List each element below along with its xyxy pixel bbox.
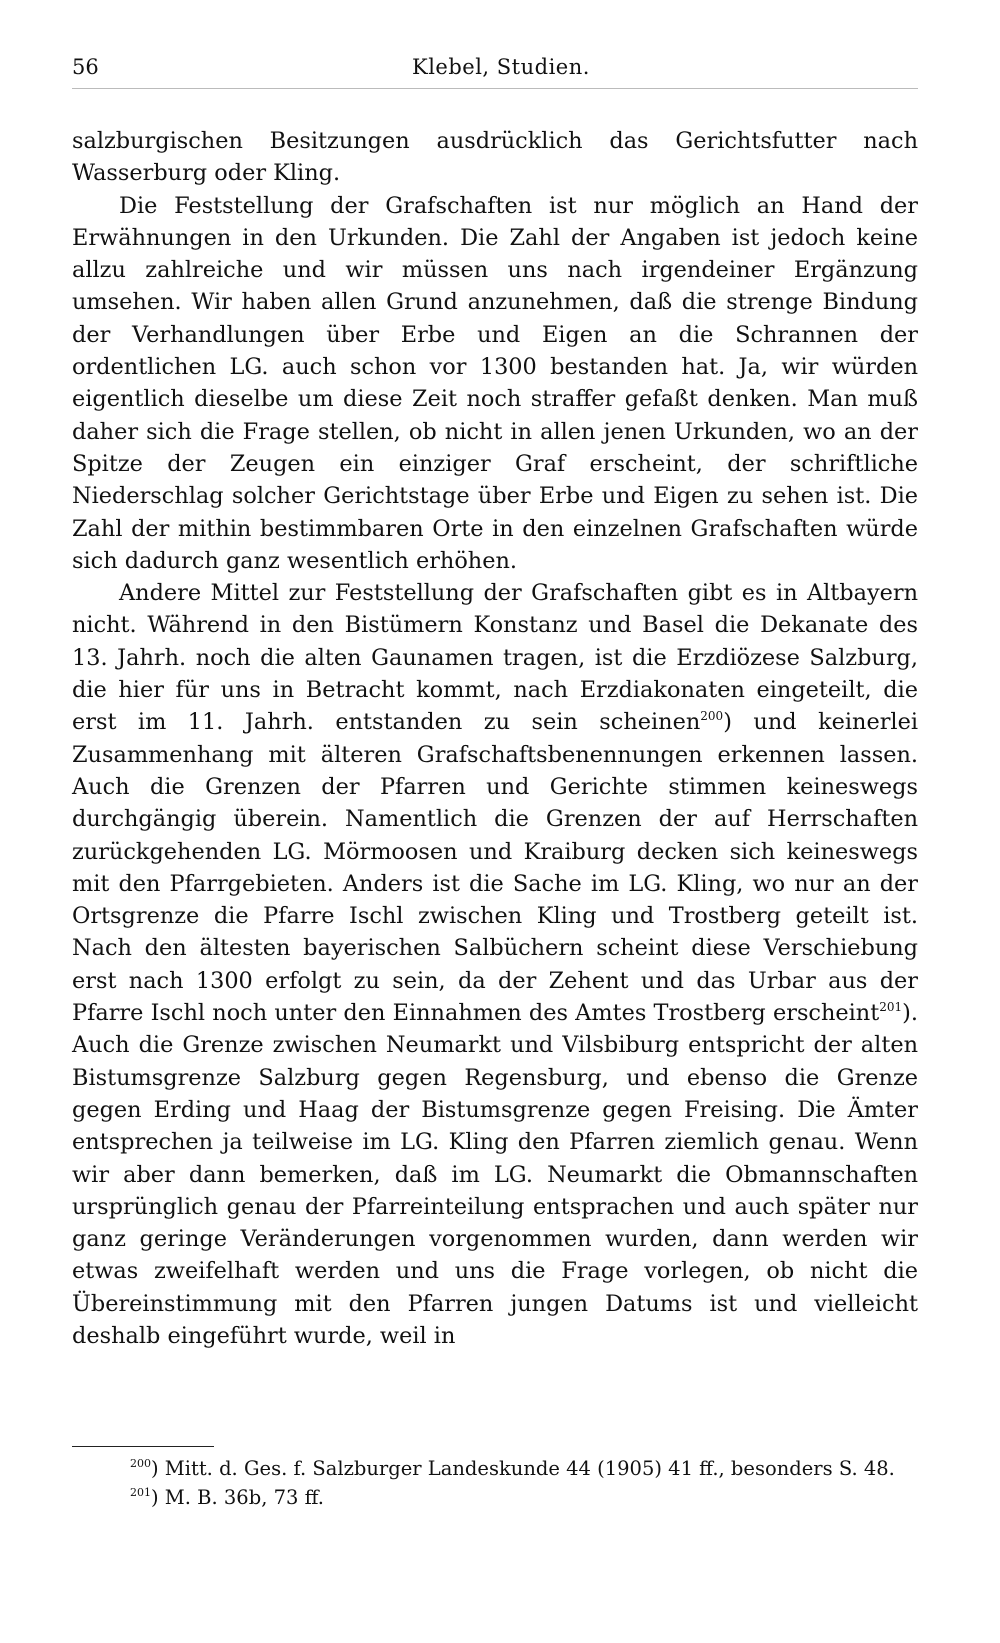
- footnote-rule: [72, 1446, 214, 1447]
- footnote-text: ) Mitt. d. Ges. f. Salzburger Landeskunde 44 (1905) 41 ff., besonders S. 48.: [151, 1457, 895, 1480]
- footnote-201: [72, 1483, 918, 1512]
- header-rule: [72, 88, 918, 89]
- paragraph-continuation: salzburgischen Besitzungen ausdrücklich das Gerichtsfutter nach Wasserburg oder Kling.: [72, 128, 918, 187]
- paragraph-grafschaften: Die Feststellung der Grafschaften ist nur möglich an Hand der Erwähnungen in den Urkunden. Die Zahl der Angaben ist jedoch keine allzu zahlreiche und wir müssen uns nach irgendeiner Ergänzung umsehen. Wir haben allen Grund anzunehmen, daß die strenge Bindung der Verhandlungen über Erbe und Eigen an die Schrannen der ordentlichen LG. auch schon vor 1300 bestanden hat. Ja, wir würden eigentlich dieselbe um diese Zeit noch straffer gefaßt denken. Man muß daher sich die Frage stellen, ob nicht in allen jenen Urkunden, wo an der Spitze der Zeugen ein einziger Graf erscheint, der schriftliche Niederschlag solcher Gerichtstage über Erbe und Eigen zu sehen ist. Die Zahl der mithin bestimmbaren Orte in den einzelnen Grafschaften würde sich dadurch ganz wesentlich erhöhen.: [72, 192, 918, 574]
- body-text: [72, 125, 918, 1352]
- paragraph-text-part-1: Andere Mittel zur Feststellung der Grafschaften gibt es in Altbayern nicht. Während in den Bistümern Konstanz und Basel die Dekanate des 13. Jahrh. noch die alten Gaunamen tragen, ist die Erzdiözese Salzburg, die hier für uns in Betracht kommt, nach Erzdiakonaten eingeteilt, die erst im 11. Jahrh. entstanden zu sein scheinen: [72, 580, 918, 736]
- paragraph-text-part-2: ) und keinerlei Zusammenhang mit älteren Grafschaftsbenennungen erkennen lassen. Auch die Grenzen der Pfarren und Gerichte stimmen keineswegs durchgängig überein. Namentlich die Grenzen der auf Herrschaften zurückgehenden LG. Mörmoosen und Kraiburg decken sich keineswegs mit den Pfarrgebieten. Anders ist die Sache im LG. Kling, wo nur an der Ortsgrenze die Pfarre Ischl zwischen Kling und Trostberg geteilt ist. Nach den ältesten bayerischen Salbüchern scheint diese Verschiebung erst nach 1300 erfolgt zu sein, da der Zehent und das Urbar aus der Pfarre Ischl noch unter den Einnahmen des Amtes Trostberg erscheint: [72, 709, 918, 1027]
- footnote-reference-200[interactable]: 200: [700, 709, 724, 724]
- footnote-reference-201[interactable]: 201: [879, 1000, 903, 1015]
- footnote-number: 201: [130, 1486, 151, 1499]
- footnote-200: [72, 1454, 918, 1483]
- footnotes: [72, 1454, 918, 1512]
- paragraph-text-part-3: ). Auch die Grenze zwischen Neumarkt und Vilsbiburg entspricht der alten Bistumsgrenze Salzburg gegen Regensburg, und ebenso die Grenze gegen Erding und Haag der Bistumsgrenze gegen Freising. Die Ämter entsprechen ja teilweise im LG. Kling den Pfarren ziemlich genau. Wenn wir aber dann bemerken, daß im LG. Neumarkt die Obmannschaften ursprünglich genau der Pfarreinteilung entsprachen und auch später nur ganz geringe Veränderungen vorgenommen wurden, dann werden wir etwas zweifelhaft werden und uns die Frage vorlegen, ob nicht die Übereinstimmung mit den Pfarren jungen Datums ist und vielleicht deshalb eingeführt wurde, weil in: [72, 1000, 918, 1349]
- footnote-number: 200: [130, 1457, 151, 1470]
- page-header: [72, 52, 918, 82]
- footnote-text: ) M. B. 36b, 73 ff.: [151, 1486, 324, 1509]
- book-page: [72, 52, 918, 1509]
- running-title: Klebel, Studien.: [412, 55, 590, 79]
- page-number: 56: [72, 55, 99, 79]
- paragraph-andere-mittel: [72, 577, 918, 1352]
